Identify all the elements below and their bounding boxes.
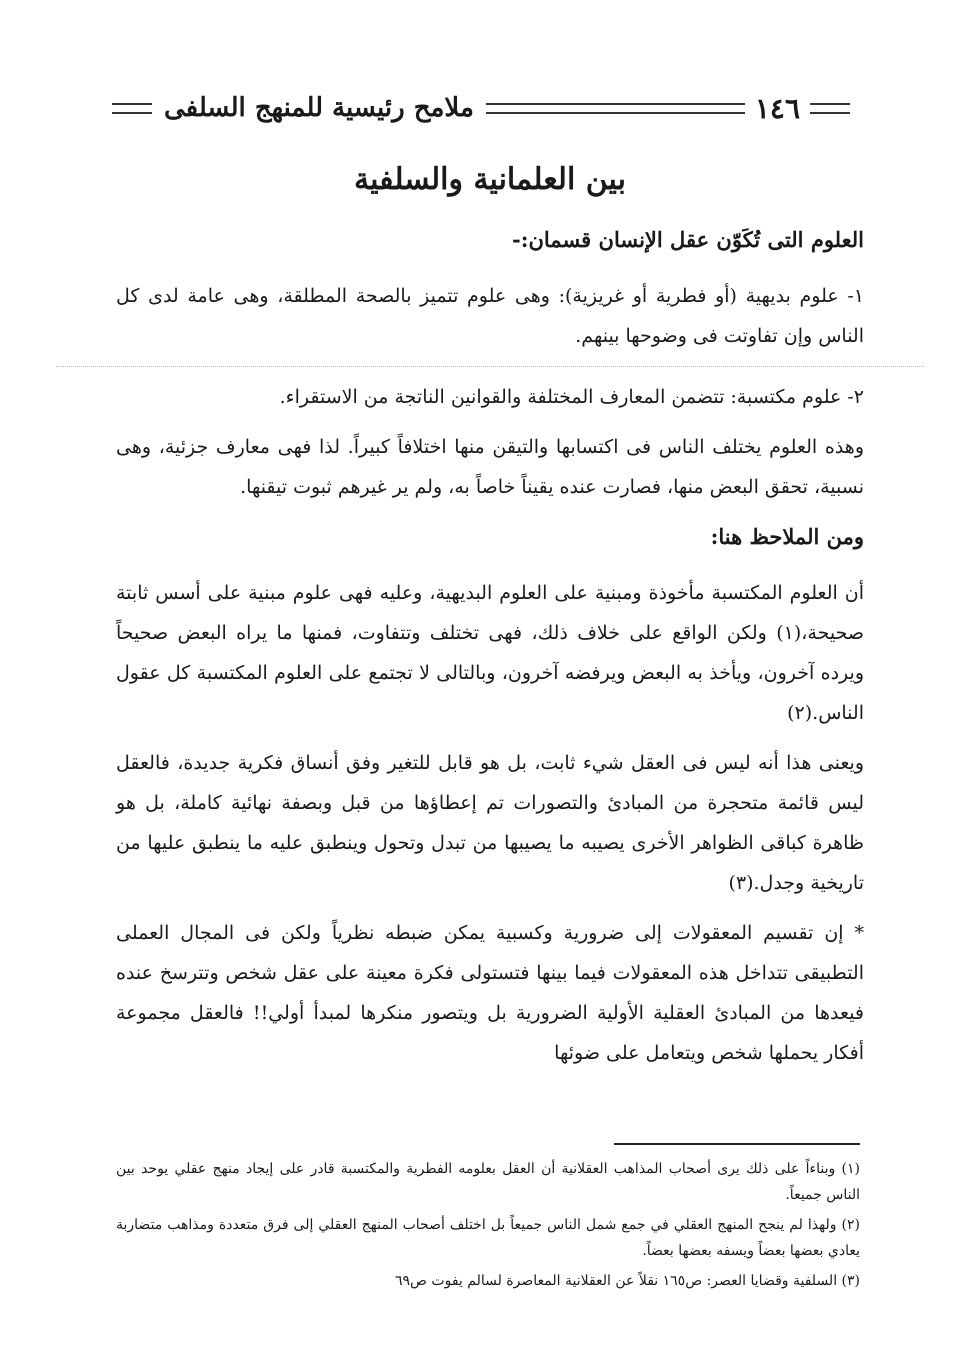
paragraph: ويعنى هذا أنه ليس فى العقل شيء ثابت، بل هو قابل للتغير وفق أنساق فكرية جديدة، فالعقل ليس قائمة متحجرة من المبادئ والتصورات تم إعطاؤها من قبل وبصفة نهائية كاملة، بل هو ظاهرة كباقى الظواهر الأخرى يصيبه ما يصيبها من تبدل وتحول وينطبق عليه ما ينطبق عليها من تاريخية وجدل.(٣)	[116, 752, 864, 894]
divider	[56, 366, 924, 367]
paragraph: أن العلوم المكتسبة مأخوذة ومبنية على العلوم البديهية، وعليه فهى علوم مبنية على أسس ثابتة صحيحة،(١) ولكن الواقع على خلاف ذلك، فهى تختلف وتتفاوت، فمنها ما يراه البعض صحيحاً ويرده آخرون، ويأخذ به البعض ويرفضه آخرون، وبالتالى لا تجتمع على العلوم المكتسبة كل عقول الناس.(٢)	[116, 582, 864, 724]
footnote: (٣) السلفية وقضايا العصر: ص١٦٥ نقلاً عن العقلانية المعاصرة لسالم يفوت ص٦٩	[394, 1273, 860, 1289]
page-number: ١٤٦	[754, 91, 800, 125]
footnotes	[116, 1156, 860, 1298]
header-rule	[486, 103, 745, 114]
running-title: ملامح رئيسية للمنهج السلفى	[164, 93, 474, 123]
paragraph: * إن تقسيم المعقولات إلى ضرورية وكسبية يمكن ضبطه نظرياً ولكن فى المجال العملى التطبيقى تتداخل هذه المعقولات فيما بينها فتستولى فكرة معينة على عقل شخص وتترسخ عنده فيعدها من المبادئ العقلية الأولية الضرورية بل ويتصور منكرها لمبدأ أولي!! فالعقل مجموعة أفكار يحملها شخص ويتعامل على ضوئها	[116, 922, 864, 1064]
main-text	[116, 220, 864, 1083]
chapter-title: بين العلمانية والسلفية	[354, 162, 626, 197]
header-rule	[810, 103, 850, 114]
subheading: ومن الملاحظ هنا:	[710, 524, 864, 549]
running-header	[112, 88, 850, 128]
header-rule	[112, 103, 152, 114]
paragraph: وهذه العلوم يختلف الناس فى اكتسابها والتيقن منها اختلافاً كبيراً. لذا فهى معارف جزئية، وهى نسبية، تحقق البعض منها، فصارت عنده يقيناً خاصاً به، ولم ير غيرهم ثبوت تيقنها.	[116, 436, 864, 498]
subheading: العلوم التى تُكَوّن عقل الإنسان قسمان:-	[512, 227, 864, 252]
list-item: ٢- علوم مكتسبة: تتضمن المعارف المختلفة والقوانين الناتجة من الاستقراء.	[279, 386, 864, 408]
footnote: (١) وبناءاً على ذلك يرى أصحاب المذاهب العقلانية أن العقل بعلومه الفطرية والمكتسبة قادر على إيجاد منهج عقلي يوحد بين الناس جميعاً.	[116, 1161, 860, 1203]
footnote: (٢) ولهذا لم ينجح المنهج العقلي في جمع شمل الناس جميعاً بل اختلف أصحاب المنهج العقلي إلى فرق متعددة ومذاهب متضاربة يعادي بعضها بعضاً ويسفه بعضها بعضاً.	[116, 1217, 860, 1259]
footnote-divider	[614, 1143, 860, 1145]
list-item: ١- علوم بديهية (أو فطرية أو غريزية): وهى علوم تتميز بالصحة المطلقة، وهى عامة لدى كل الناس وإن تفاوتت فى وضوحها بينهم.	[116, 285, 864, 347]
